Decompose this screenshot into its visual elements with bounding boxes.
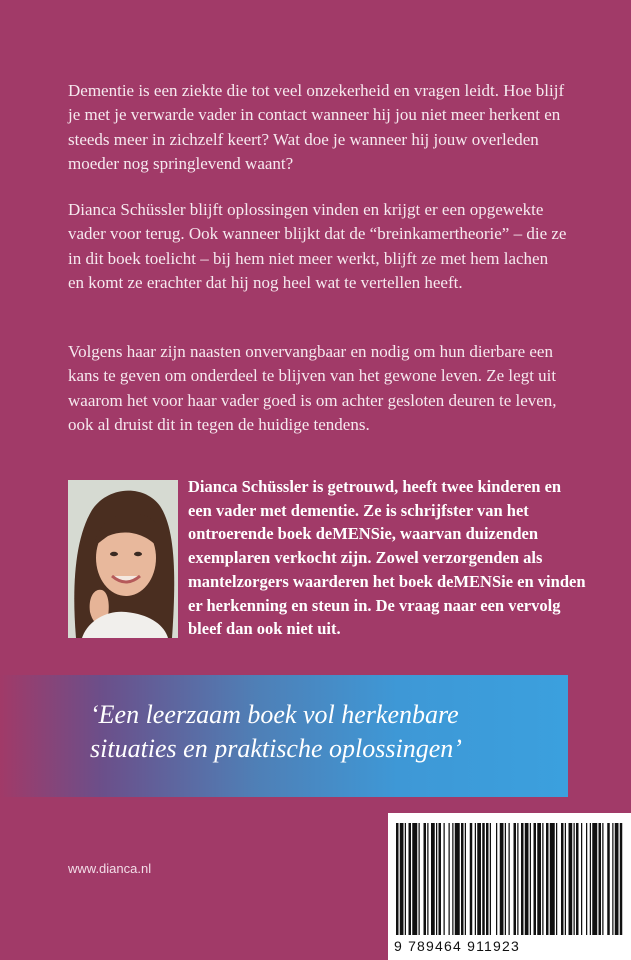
barcode-bar	[576, 823, 579, 935]
barcode-bar	[581, 823, 582, 935]
blurb-paragraph-1: Dementie is een ziekte die tot veel onzekerheid en vragen leidt. Hoe blijf je met je verwarde vader in contact wanneer hij jou niet meer herkent en steeds meer in zichzelf keert? Wat doe je wanneer hij jouw overleden moeder nog springlevend waant?	[68, 81, 565, 173]
barcode-bar	[556, 823, 557, 935]
barcode-bar	[586, 823, 587, 935]
review-quote	[90, 698, 560, 766]
barcode-bar	[530, 823, 531, 935]
barcode-bar	[550, 823, 555, 935]
barcode-bars	[394, 823, 626, 935]
barcode-bar	[521, 823, 524, 935]
barcode-bar	[431, 823, 435, 935]
blurb-paragraph-3: Volgens haar zijn naasten onvervangbaar en nodig om hun dierbare een kans te geven om onderdeel te blijven van het gewone leven. Ze legt uit waarom het voor haar vader goed is om achter gesloten deuren te leven, ook al druist dit in tegen de huidige tendens.	[68, 342, 557, 434]
barcode-bar	[615, 823, 619, 935]
barcode-bar	[436, 823, 437, 935]
barcode-bar	[612, 823, 613, 935]
barcode-bar	[461, 823, 464, 935]
isbn-digits: 9 789464 911923	[394, 938, 520, 954]
author-bio: Dianca Schüssler is getrouwd, heeft twee kinderen en een vader met dementie. Ze is schrijfster van het ontroerende boek deMENSie, waarvan duizenden exemplaren verkocht zijn. Zowel verzorgenden als mantelzorgers waarderen het boek deMENSie en vinden er herkenning en steun in. De vraag naar een vervolg bleef dan ook niet uit.	[188, 477, 586, 639]
barcode-bar	[517, 823, 518, 935]
barcode-bar	[400, 823, 404, 935]
barcode-bar	[537, 823, 541, 935]
barcode-bar	[482, 823, 485, 935]
barcode-bar	[546, 823, 549, 935]
barcode-bar	[444, 823, 445, 935]
barcode-bar	[405, 823, 406, 935]
barcode-bar	[590, 823, 591, 935]
barcode-bar	[505, 823, 506, 935]
barcode-bar	[409, 823, 412, 935]
barcode-bar	[396, 823, 399, 935]
barcode-bar	[486, 823, 489, 935]
review-quote-line-2: situaties en praktische oplossingen’	[90, 734, 462, 763]
barcode-bar	[602, 823, 603, 935]
barcode-bar	[542, 823, 543, 935]
barcode-bar	[475, 823, 476, 935]
barcode-bar	[455, 823, 460, 935]
barcode-bar	[534, 823, 537, 935]
barcode-bar	[561, 823, 564, 935]
barcode-bar	[607, 823, 610, 935]
barcode-bar	[514, 823, 517, 935]
barcode-bar	[565, 823, 566, 935]
barcode-bar	[449, 823, 450, 935]
author-photo	[68, 480, 178, 638]
barcode-bar	[500, 823, 504, 935]
barcode-bar	[490, 823, 491, 935]
barcode-bar	[620, 823, 623, 935]
barcode-bar	[439, 823, 442, 935]
barcode-bar	[592, 823, 597, 935]
barcode-bar	[424, 823, 427, 935]
barcode-bar	[470, 823, 473, 935]
barcode-bar	[465, 823, 466, 935]
barcode-bar	[569, 823, 573, 935]
barcode-bar	[412, 823, 417, 935]
website-url: www.dianca.nl	[68, 861, 152, 876]
barcode-bar	[427, 823, 428, 935]
barcode-bar	[525, 823, 529, 935]
barcode-bar	[496, 823, 497, 935]
barcode-bar	[419, 823, 420, 935]
barcode-bar	[477, 823, 481, 935]
barcode-bar	[599, 823, 602, 935]
barcode-bar	[574, 823, 575, 935]
barcode-bar	[509, 823, 510, 935]
review-quote-line-1: ‘Een leerzaam boek vol herkenbare	[90, 700, 459, 729]
barcode-bar	[452, 823, 453, 935]
blurb-paragraph-2: Dianca Schüssler blijft oplossingen vinden en krijgt er een opgewekte vader voor terug. Ook wanneer blijkt dat de “breinkamertheorie” – die ze in dit boek toelicht – bij hem niet meer werkt, blijft ze met hem lachen en komt ze erachter dat hij nog heel wat te vertellen heeft.	[68, 200, 567, 292]
isbn-barcode	[388, 813, 631, 960]
